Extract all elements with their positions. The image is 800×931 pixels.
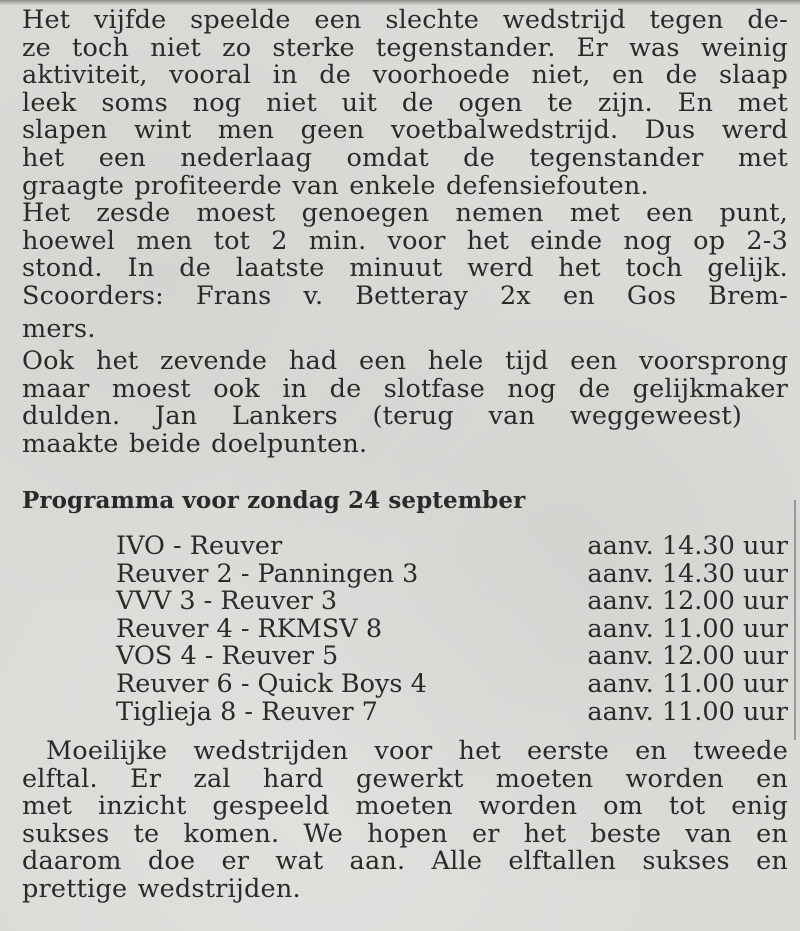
schedule-row — [116, 613, 788, 644]
kickoff-time: aanv. 12.00 uur — [587, 641, 788, 672]
kickoff-time: aanv. 14.30 uur — [587, 531, 788, 561]
text-line: leek soms nog niet uit de ogen te zijn. En met — [22, 87, 788, 118]
text-line: daarom doe er wat aan. Alle elftallen sukses en — [22, 846, 788, 877]
match-teams: VVV 3 - Reuver 3 — [116, 586, 338, 617]
text-line: Ook het zevende had een hele tijd een voorsprong — [22, 346, 788, 376]
schedule-heading: Programma voor zondag 24 september — [22, 487, 526, 514]
text-line: met inzicht gespeeld moeten worden om tot enig — [22, 791, 788, 822]
text-line: dulden. Jan Lankers (terug van weggeweest) — [22, 401, 742, 432]
match-teams: IVO - Reuver — [116, 531, 283, 561]
paragraph-closing — [22, 738, 788, 904]
schedule-row — [116, 696, 788, 727]
text-line: Moeilijke wedstrijden voor het eerste en tweede — [46, 736, 788, 766]
text-line: aktiviteit, vooral in de voorhoede niet, en de slaap — [22, 60, 788, 91]
match-teams: Tiglieja 8 - Reuver 7 — [116, 696, 378, 727]
match-teams: Reuver 2 - Panningen 3 — [116, 558, 419, 589]
text-line: het een nederlaag omdat de tegenstander met — [22, 142, 788, 173]
kickoff-time: aanv. 12.00 uur — [587, 586, 788, 617]
text-line: Het vijfde speelde een slechte wedstrijd tegen de- — [22, 5, 788, 35]
text-line: hoewel men tot 2 min. voor het einde nog op 2-3 — [22, 225, 788, 256]
schedule-table — [116, 533, 788, 726]
kickoff-time: aanv. 11.00 uur — [587, 696, 788, 727]
text-line: Scoorders: Frans v. Betteray 2x en Gos Brem- — [22, 280, 788, 311]
text-line: slapen wint men geen voetbalwedstrijd. Dus werd — [22, 115, 788, 146]
schedule-row — [116, 588, 788, 616]
paragraph-vijfde — [22, 7, 788, 200]
schedule-row — [116, 533, 788, 561]
text-line: sukses te komen. We hopen er het beste van en — [22, 818, 788, 849]
paragraph-zevende — [22, 348, 788, 458]
match-teams: VOS 4 - Reuver 5 — [116, 641, 339, 672]
text-line: maar moest ook in de slotfase nog de gelijkmaker — [22, 373, 788, 404]
text-line: stond. In de laatste minuut werd het toch gelijk. — [22, 253, 788, 284]
text-line: Het zesde moest genoegen nemen met een punt, — [22, 198, 788, 228]
kickoff-time: aanv. 11.00 uur — [587, 668, 788, 699]
column-rule — [794, 500, 796, 740]
match-teams: Reuver 6 - Quick Boys 4 — [116, 668, 427, 699]
text-line: ze toch niet zo sterke tegenstander. Er was weinig — [22, 32, 788, 63]
schedule-row — [116, 558, 788, 589]
text-line: graagte profiteerde van enkele defensiefouten. — [22, 170, 649, 201]
text-line: mers. — [22, 314, 96, 345]
text-line: prettige wedstrijden. — [22, 873, 301, 904]
text-line: maakte beide doelpunten. — [22, 428, 368, 459]
text-line: elftal. Er zal hard gewerkt moeten worden en — [22, 763, 788, 794]
kickoff-time: aanv. 11.00 uur — [587, 613, 788, 644]
paragraph-zesde — [22, 200, 788, 344]
schedule-row — [116, 643, 788, 671]
schedule-row — [116, 668, 788, 699]
match-teams: Reuver 4 - RKMSV 8 — [116, 613, 383, 644]
kickoff-time: aanv. 14.30 uur — [587, 558, 788, 589]
